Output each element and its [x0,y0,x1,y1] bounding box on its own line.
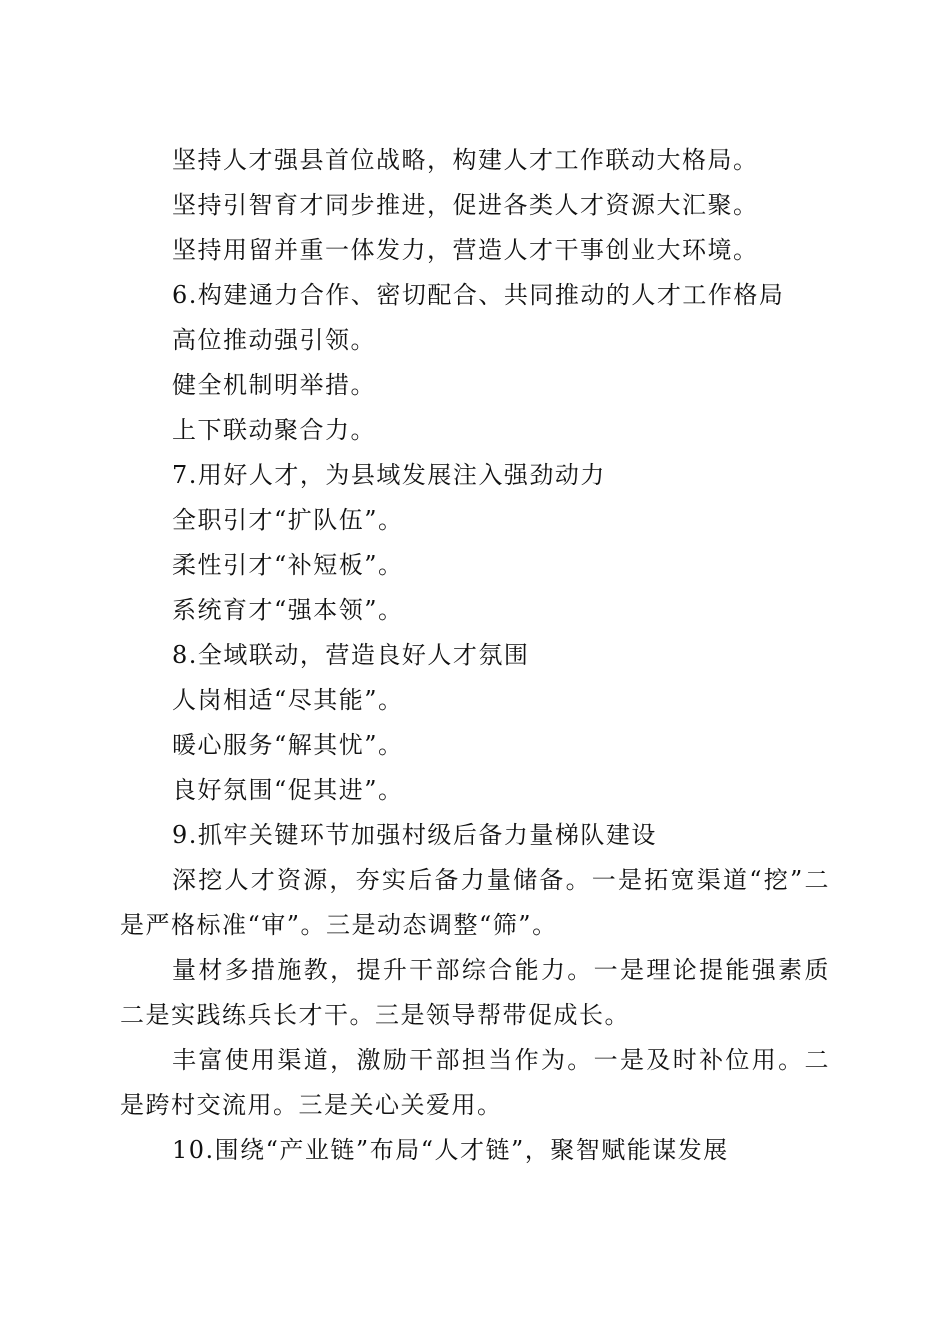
text-line: 系统育才“强本领”。 [172,596,404,624]
text-line: 高位推动强引领。 [172,326,376,354]
section-heading-6: 6.构建通力合作、密切配合、共同推动的人才工作格局 [172,281,785,309]
text-line: 柔性引才“补短板”。 [172,551,404,579]
section-heading-7: 7.用好人才，为县域发展注入强劲动力 [172,461,606,489]
text-line: 健全机制明举措。 [172,371,376,399]
text-line: 良好氛围“促其进”。 [172,776,404,804]
text-line: 坚持用留并重一体发力，营造人才干事创业大环境。 [172,236,759,264]
body-paragraph: 量材多措施教，提升干部综合能力。一是理论提能强素质二是实践练兵长才干。三是领导帮带促成长。 [120,956,830,1029]
text-line: 人岗相适“尽其能”。 [172,686,404,714]
section-heading-10: 10.围绕“产业链”布局“人才链”，聚智赋能谋发展 [172,1136,729,1164]
section-heading-8: 8.全域联动，营造良好人才氛围 [172,641,530,669]
text-line: 坚持引智育才同步推进，促进各类人才资源大汇聚。 [172,191,759,219]
body-paragraph: 丰富使用渠道，激励干部担当作为。一是及时补位用。二是跨村交流用。三是关心关爱用。 [120,1046,830,1119]
body-paragraph: 深挖人才资源，夯实后备力量储备。一是拓宽渠道“挖”二是严格标准“审”。三是动态调整“筛”。 [120,866,830,939]
text-line: 全职引才“扩队伍”。 [172,506,404,534]
text-line: 坚持人才强县首位战略，构建人才工作联动大格局。 [172,146,759,174]
text-line: 暖心服务“解其忧”。 [172,731,404,759]
document-body [120,138,830,1173]
text-line: 上下联动聚合力。 [172,416,376,444]
section-heading-9: 9.抓牢关键环节加强村级后备力量梯队建设 [172,821,657,849]
